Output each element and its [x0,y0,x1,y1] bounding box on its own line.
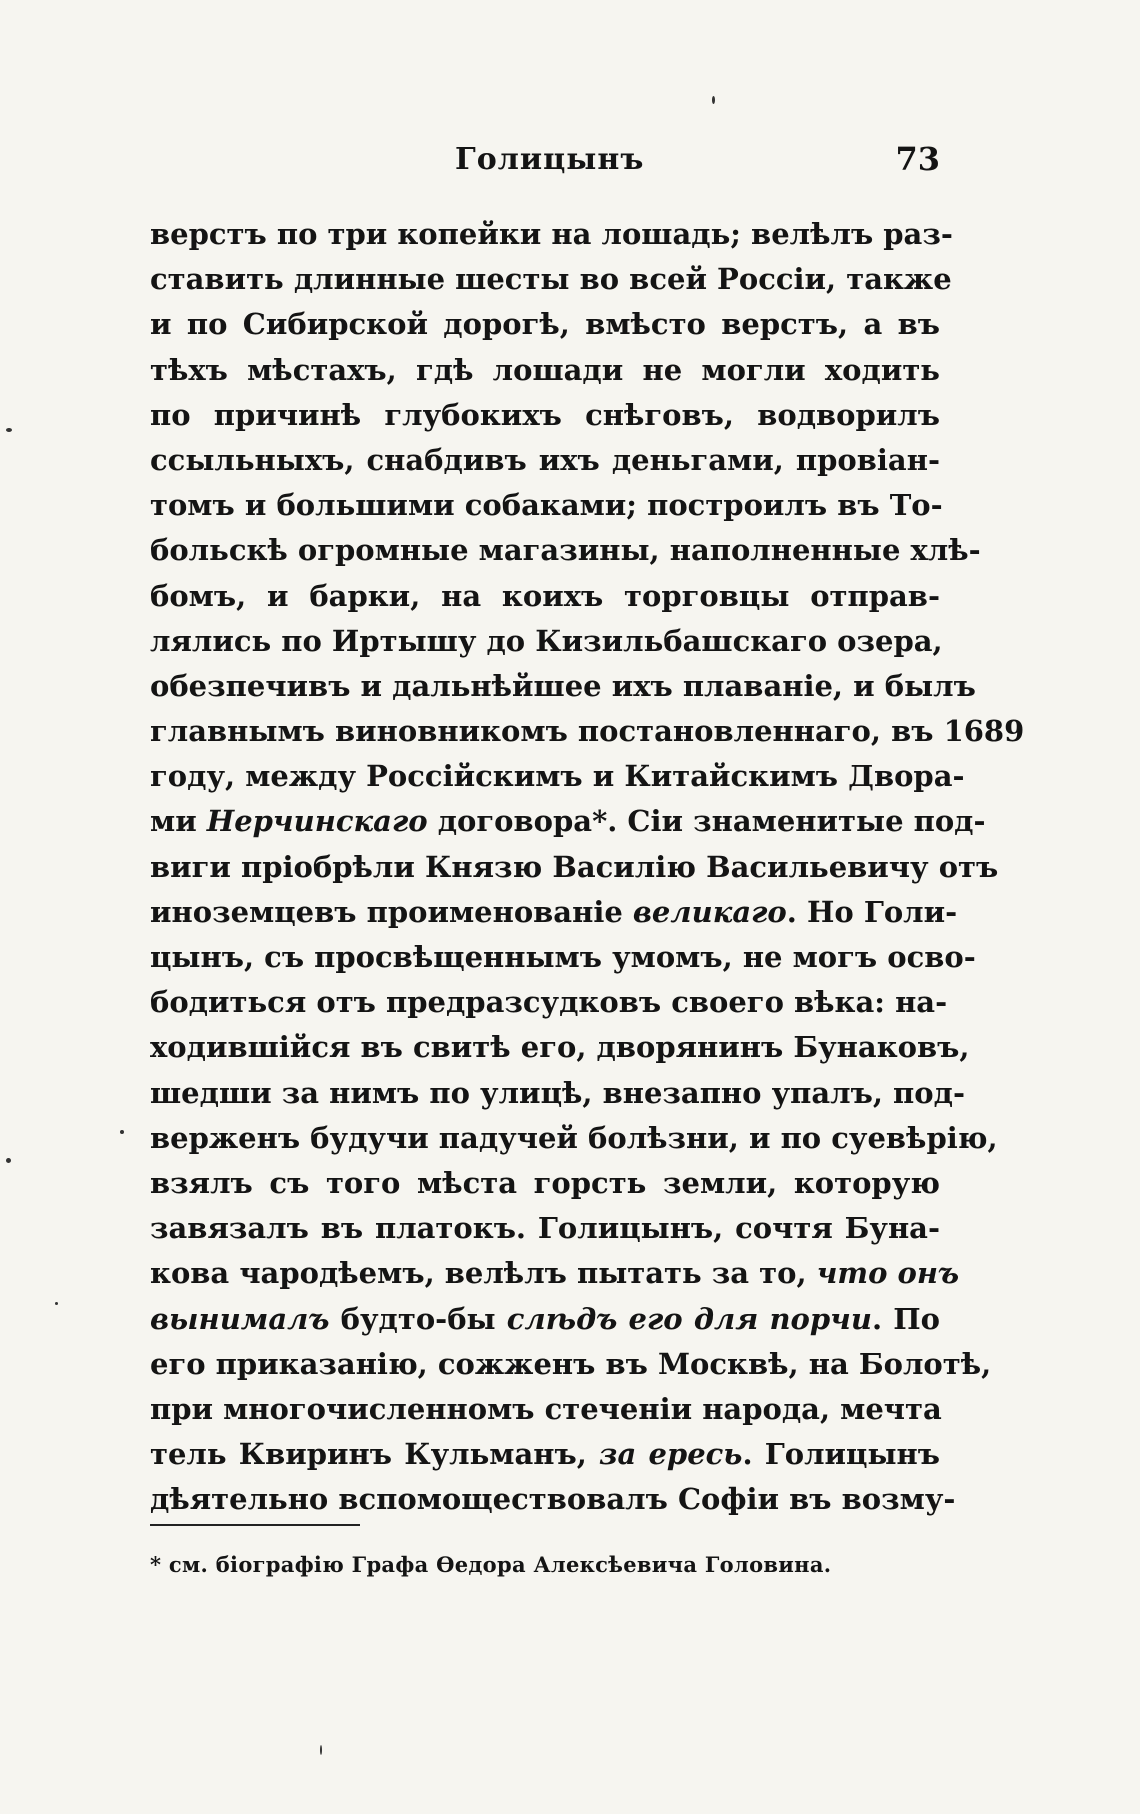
text-segment: главнымъ виновникомъ постановленнаго, въ 1689 [150,714,1025,749]
text-segment: больскѣ огромные магазины, наполненные хлѣ- [150,533,981,568]
text-segment: верстъ по три копейки на лошадь; велѣлъ раз- [150,217,953,251]
text-line [150,1071,965,1116]
italic-text: вынималъ [150,1301,330,1336]
footnote: * см. біографію Графа Ѳедора Алексѣевича Головина. [150,1552,832,1577]
italic-text: слѣдъ его для порчи [506,1301,872,1336]
text-segment: ставить длинные шесты во всей Россіи, также [150,262,952,297]
page-number: 73 [895,140,940,178]
text-segment: верженъ будучи падучей болѣзни, и по суевѣрію, [150,1120,998,1155]
running-head [150,142,940,188]
text-line [150,438,940,483]
text-line [150,890,958,935]
text-line [150,845,999,890]
text-line [150,574,940,619]
text-segment: . Но Голи- [786,894,958,929]
text-line [150,1251,960,1296]
text-segment: . Голицынъ [742,1437,940,1472]
text-line [150,528,981,573]
text-line [150,212,953,257]
body-text [150,212,1025,1522]
text-segment: томъ и большими собаками; построилъ въ То- [150,488,943,523]
text-line [150,754,965,799]
text-segment: бомъ, и барки, на коихъ торговцы отправ- [150,578,940,613]
text-segment: при многочисленномъ стеченіи народа, мечта [150,1391,942,1426]
text-line [150,935,976,980]
text-segment: тель Квиринъ Кульманъ, [150,1437,599,1472]
text-line [150,664,976,709]
text-line [150,1432,940,1477]
text-segment: кова чародѣемъ, велѣлъ пытать за то, [150,1256,817,1291]
text-segment: будто-бы [329,1301,507,1336]
text-segment: договора*. Сіи знаменитые под- [427,804,986,839]
text-line [150,1387,940,1432]
text-line [150,980,948,1025]
text-segment: его приказанію, сожженъ въ Москвѣ, на Болотѣ, [150,1346,992,1381]
text-segment: шедши за нимъ по улицѣ, внезапно упалъ, под- [150,1075,965,1110]
text-line [150,348,940,393]
text-segment: ссыльныхъ, снабдивъ ихъ деньгами, провіан- [150,442,940,477]
text-segment: по причинѣ глубокихъ снѣговъ, водворилъ [150,397,940,432]
text-segment: завязалъ въ платокъ. Голицынъ, сочтя Буна- [150,1211,940,1246]
text-segment: году, между Россійскимъ и Китайскимъ Двора- [150,759,965,794]
footnote-divider [150,1524,360,1526]
text-line [150,483,943,528]
text-line [150,709,1025,754]
text-segment: ходившійся въ свитѣ его, дворянинъ Бунаковъ, [150,1030,970,1065]
text-segment: обезпечивъ и дальнѣйшее ихъ плаваніе, и былъ [150,668,976,703]
text-line [150,619,943,664]
text-line [150,1161,940,1206]
text-segment: . По [872,1301,940,1336]
text-line [150,1025,970,1070]
text-segment: лялись по Иртышу до Кизильбашскаго озера, [150,623,943,658]
running-title: Голицынъ [455,142,645,177]
text-line [150,257,952,302]
text-segment: бодиться отъ предразсудковъ своего вѣка: на- [150,985,948,1020]
text-line [150,1477,956,1522]
text-line [150,393,940,438]
text-segment: дѣятельно вспомоществовалъ Софіи въ возму- [150,1482,956,1517]
text-segment: ми [150,804,207,839]
italic-text: что онъ [816,1256,960,1291]
text-segment: иноземцевъ проименованіе [150,894,633,929]
italic-text: за ересь [599,1437,743,1472]
text-segment: цынъ, съ просвѣщеннымъ умомъ, не могъ осво- [150,940,976,974]
text-line [150,1342,992,1387]
text-line [150,799,986,844]
text-segment: взялъ съ того мѣста горсть земли, которую [150,1165,940,1200]
italic-text: великаго [632,894,787,929]
text-segment: тѣхъ мѣстахъ, гдѣ лошади не могли ходить [150,352,940,387]
text-line [150,302,940,347]
text-line [150,1206,940,1251]
text-line [150,1297,940,1342]
italic-text: Нерчинскаго [206,804,428,839]
text-line [150,1116,998,1161]
text-segment: виги пріобрѣли Князю Василію Васильевичу отъ [150,849,999,884]
text-segment: и по Сибирской дорогѣ, вмѣсто верстъ, а въ [150,307,940,342]
